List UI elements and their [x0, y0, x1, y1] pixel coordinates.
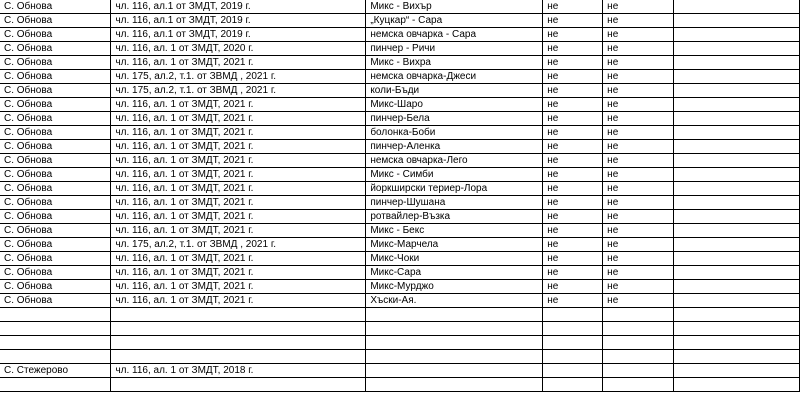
table-row [0, 252, 800, 266]
table-row [0, 196, 800, 210]
note-cell [674, 266, 800, 280]
village-cell [0, 322, 111, 336]
flag-b-cell [603, 322, 674, 336]
flag-a-cell: не [543, 0, 603, 14]
animal-cell: немска овчарка-Джеси [366, 70, 543, 84]
animal-cell: Микс - Вихра [366, 56, 543, 70]
flag-b-cell: не [603, 84, 674, 98]
table-row [0, 266, 800, 280]
village-cell: С. Обнова [0, 266, 111, 280]
animal-cell: Хъски-Ая. [366, 294, 543, 308]
flag-b-cell: не [603, 112, 674, 126]
animal-cell [366, 336, 543, 350]
animal-cell: немска овчарка-Лего [366, 154, 543, 168]
legal-basis-cell: чл. 116, ал. 1 от ЗМДТ, 2018 г. [111, 364, 366, 378]
village-cell: С. Обнова [0, 154, 111, 168]
legal-basis-cell: чл. 175, ал.2, т.1. от ЗВМД , 2021 г. [111, 84, 366, 98]
table-row [0, 140, 800, 154]
animal-cell: пинчер-Бела [366, 112, 543, 126]
note-cell [674, 350, 800, 364]
legal-basis-cell [111, 336, 366, 350]
flag-b-cell: не [603, 280, 674, 294]
legal-basis-cell: чл. 175, ал.2, т.1. от ЗВМД , 2021 г. [111, 238, 366, 252]
flag-a-cell: не [543, 140, 603, 154]
flag-a-cell: не [543, 56, 603, 70]
animal-cell [366, 322, 543, 336]
table-row [0, 154, 800, 168]
flag-b-cell: не [603, 126, 674, 140]
note-cell [674, 336, 800, 350]
note-cell [674, 182, 800, 196]
legal-basis-cell: чл. 116, ал. 1 от ЗМДТ, 2021 г. [111, 196, 366, 210]
flag-b-cell: не [603, 294, 674, 308]
flag-a-cell: не [543, 210, 603, 224]
village-cell: С. Обнова [0, 182, 111, 196]
legal-basis-cell: чл. 116, ал. 1 от ЗМДТ, 2021 г. [111, 252, 366, 266]
legal-basis-cell: чл. 116, ал. 1 от ЗМДТ, 2021 г. [111, 210, 366, 224]
animal-cell [366, 350, 543, 364]
village-cell: С. Обнова [0, 28, 111, 42]
village-cell: С. Обнова [0, 168, 111, 182]
flag-a-cell [543, 364, 603, 378]
village-cell: С. Обнова [0, 252, 111, 266]
flag-b-cell: не [603, 14, 674, 28]
legal-basis-cell: чл. 116, ал.1 от ЗМДТ, 2019 г. [111, 14, 366, 28]
note-cell [674, 168, 800, 182]
flag-a-cell: не [543, 154, 603, 168]
animal-cell: йоркширски териер-Лора [366, 182, 543, 196]
note-cell [674, 210, 800, 224]
legal-basis-cell: чл. 116, ал. 1 от ЗМДТ, 2021 г. [111, 140, 366, 154]
village-cell [0, 308, 111, 322]
village-cell: С. Обнова [0, 112, 111, 126]
note-cell [674, 364, 800, 378]
note-cell [674, 84, 800, 98]
flag-b-cell [603, 308, 674, 322]
legal-basis-cell: чл. 116, ал. 1 от ЗМДТ, 2021 г. [111, 280, 366, 294]
village-cell: С. Стежерово [0, 364, 111, 378]
flag-a-cell: не [543, 294, 603, 308]
flag-a-cell: не [543, 126, 603, 140]
table-row [0, 378, 800, 392]
animal-cell: Микс - Вихър [366, 0, 543, 14]
note-cell [674, 294, 800, 308]
flag-b-cell: не [603, 266, 674, 280]
animal-cell: Микс-Чоки [366, 252, 543, 266]
village-cell: С. Обнова [0, 84, 111, 98]
flag-a-cell [543, 322, 603, 336]
legal-basis-cell: чл. 116, ал. 1 от ЗМДТ, 2020 г. [111, 42, 366, 56]
animal-cell [366, 364, 543, 378]
note-cell [674, 14, 800, 28]
flag-b-cell: не [603, 168, 674, 182]
table-row [0, 112, 800, 126]
flag-a-cell: не [543, 196, 603, 210]
table-row [0, 98, 800, 112]
table-row [0, 280, 800, 294]
legal-basis-cell [111, 350, 366, 364]
village-cell: С. Обнова [0, 294, 111, 308]
table-row [0, 84, 800, 98]
flag-b-cell: не [603, 224, 674, 238]
flag-a-cell [543, 350, 603, 364]
table-row [0, 238, 800, 252]
flag-b-cell: не [603, 210, 674, 224]
note-cell [674, 28, 800, 42]
flag-a-cell: не [543, 182, 603, 196]
flag-a-cell: не [543, 98, 603, 112]
legal-basis-cell: чл. 116, ал. 1 от ЗМДТ, 2021 г. [111, 224, 366, 238]
flag-b-cell: не [603, 70, 674, 84]
table-row [0, 364, 800, 378]
village-cell: С. Обнова [0, 0, 111, 14]
animal-cell [366, 378, 543, 392]
village-cell: С. Обнова [0, 70, 111, 84]
table-row [0, 210, 800, 224]
flag-a-cell: не [543, 84, 603, 98]
note-cell [674, 42, 800, 56]
table-row [0, 56, 800, 70]
table-row [0, 294, 800, 308]
flag-a-cell: не [543, 42, 603, 56]
village-cell: С. Обнова [0, 98, 111, 112]
note-cell [674, 56, 800, 70]
animal-cell: Микс-Мурджо [366, 280, 543, 294]
note-cell [674, 70, 800, 84]
flag-a-cell: не [543, 224, 603, 238]
note-cell [674, 308, 800, 322]
note-cell [674, 140, 800, 154]
village-cell: С. Обнова [0, 224, 111, 238]
legal-basis-cell: чл. 116, ал. 1 от ЗМДТ, 2021 г. [111, 182, 366, 196]
note-cell [674, 196, 800, 210]
legal-basis-cell: чл. 116, ал. 1 от ЗМДТ, 2021 г. [111, 154, 366, 168]
flag-b-cell: не [603, 56, 674, 70]
table-row [0, 126, 800, 140]
flag-b-cell: не [603, 182, 674, 196]
flag-a-cell: не [543, 238, 603, 252]
table-row [0, 322, 800, 336]
animal-cell: немска овчарка - Сара [366, 28, 543, 42]
legal-basis-cell: чл. 116, ал. 1 от ЗМДТ, 2021 г. [111, 56, 366, 70]
flag-b-cell: не [603, 0, 674, 14]
flag-a-cell: не [543, 70, 603, 84]
flag-b-cell: не [603, 238, 674, 252]
legal-basis-cell: чл. 116, ал. 1 от ЗМДТ, 2021 г. [111, 168, 366, 182]
flag-a-cell [543, 336, 603, 350]
legal-basis-cell [111, 378, 366, 392]
flag-a-cell [543, 378, 603, 392]
village-cell: С. Обнова [0, 14, 111, 28]
animal-cell: болонка-Боби [366, 126, 543, 140]
flag-b-cell: не [603, 140, 674, 154]
village-cell [0, 378, 111, 392]
village-cell: С. Обнова [0, 196, 111, 210]
table-row [0, 168, 800, 182]
table-row [0, 42, 800, 56]
village-cell: С. Обнова [0, 238, 111, 252]
legal-basis-cell [111, 322, 366, 336]
flag-a-cell: не [543, 28, 603, 42]
legal-basis-cell [111, 308, 366, 322]
legal-basis-cell: чл. 116, ал. 1 от ЗМДТ, 2021 г. [111, 126, 366, 140]
flag-b-cell: не [603, 42, 674, 56]
flag-b-cell: не [603, 154, 674, 168]
animal-cell: пинчер-Шушана [366, 196, 543, 210]
legal-basis-cell: чл. 175, ал.2, т.1. от ЗВМД , 2021 г. [111, 70, 366, 84]
village-cell: С. Обнова [0, 56, 111, 70]
note-cell [674, 238, 800, 252]
village-cell [0, 350, 111, 364]
flag-a-cell: не [543, 168, 603, 182]
flag-b-cell: не [603, 252, 674, 266]
note-cell [674, 98, 800, 112]
flag-a-cell: не [543, 280, 603, 294]
table-row [0, 70, 800, 84]
note-cell [674, 322, 800, 336]
village-cell: С. Обнова [0, 126, 111, 140]
legal-basis-cell: чл. 116, ал.1 от ЗМДТ, 2019 г. [111, 28, 366, 42]
animal-cell: Микс - Бекс [366, 224, 543, 238]
flag-a-cell: не [543, 266, 603, 280]
flag-a-cell [543, 308, 603, 322]
note-cell [674, 280, 800, 294]
village-cell: С. Обнова [0, 140, 111, 154]
animal-cell [366, 308, 543, 322]
note-cell [674, 126, 800, 140]
animal-cell: Микс - Симби [366, 168, 543, 182]
legal-basis-cell: чл. 116, ал.1 от ЗМДТ, 2019 г. [111, 0, 366, 14]
note-cell [674, 0, 800, 14]
legal-basis-cell: чл. 116, ал. 1 от ЗМДТ, 2021 г. [111, 266, 366, 280]
legal-basis-cell: чл. 116, ал. 1 от ЗМДТ, 2021 г. [111, 294, 366, 308]
animal-cell: ротвайлер-Възка [366, 210, 543, 224]
animal-cell: „Куцкар“ - Сара [366, 14, 543, 28]
note-cell [674, 378, 800, 392]
animal-cell: пинчер-Аленка [366, 140, 543, 154]
table-row [0, 14, 800, 28]
animal-cell: Микс-Шаро [366, 98, 543, 112]
flag-b-cell [603, 378, 674, 392]
table-row [0, 224, 800, 238]
note-cell [674, 154, 800, 168]
flag-b-cell [603, 350, 674, 364]
legal-basis-cell: чл. 116, ал. 1 от ЗМДТ, 2021 г. [111, 98, 366, 112]
note-cell [674, 112, 800, 126]
table-row [0, 28, 800, 42]
flag-a-cell: не [543, 14, 603, 28]
table-row [0, 0, 800, 14]
village-cell: С. Обнова [0, 42, 111, 56]
animal-cell: коли-Бъди [366, 84, 543, 98]
table-row [0, 350, 800, 364]
note-cell [674, 224, 800, 238]
legal-basis-cell: чл. 116, ал. 1 от ЗМДТ, 2021 г. [111, 112, 366, 126]
village-cell [0, 336, 111, 350]
flag-b-cell: не [603, 28, 674, 42]
table-row [0, 336, 800, 350]
animal-cell: Микс-Марчела [366, 238, 543, 252]
flag-b-cell [603, 364, 674, 378]
animal-cell: пинчер - Ричи [366, 42, 543, 56]
table-row [0, 308, 800, 322]
flag-a-cell: не [543, 112, 603, 126]
flag-b-cell: не [603, 98, 674, 112]
flag-b-cell [603, 336, 674, 350]
flag-a-cell: не [543, 252, 603, 266]
flag-b-cell: не [603, 196, 674, 210]
table-row [0, 182, 800, 196]
animal-cell: Микс-Сара [366, 266, 543, 280]
village-cell: С. Обнова [0, 210, 111, 224]
village-cell: С. Обнова [0, 280, 111, 294]
note-cell [674, 252, 800, 266]
